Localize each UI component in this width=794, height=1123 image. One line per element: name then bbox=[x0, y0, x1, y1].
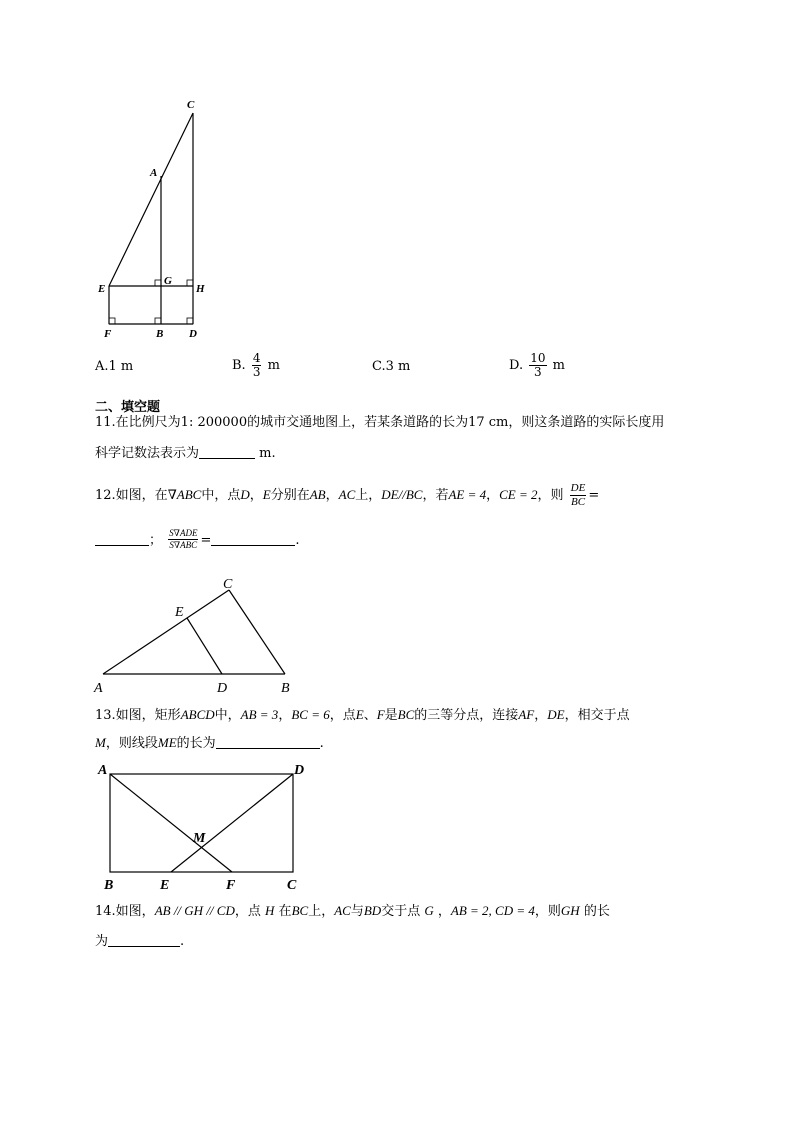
label-f: F bbox=[226, 878, 236, 893]
right-angle-f bbox=[109, 318, 115, 324]
q13-line-1: 13.如图，矩形ABCD中，AB = 3，BC = 6，点E、F是BC的三等分点，连接AF，DE，相交于点 bbox=[95, 707, 630, 723]
label-d: D bbox=[294, 763, 305, 778]
label-b: B bbox=[281, 681, 290, 696]
figure-3-diagram bbox=[96, 758, 312, 894]
q12-area-fraction: $\frac{\text{S∇ADE}}{\text{S∇ABC}}$ bbox=[169, 528, 198, 550]
label-a: A bbox=[150, 167, 158, 179]
right-angle-b bbox=[155, 318, 161, 324]
label-e: E bbox=[175, 605, 184, 620]
right-angle-h bbox=[187, 280, 193, 286]
line-ac bbox=[103, 590, 229, 674]
figure-2-diagram bbox=[92, 572, 297, 697]
q14-line-2: 为 . bbox=[95, 934, 185, 949]
q12-line-2: ； $\frac{\text{S∇ADE}}{\text{S∇ABC}}$ = . bbox=[95, 528, 299, 551]
line-af bbox=[110, 774, 232, 872]
label-f: F bbox=[104, 328, 112, 340]
section-title: 二、填空题 bbox=[95, 400, 161, 415]
label-e: E bbox=[98, 283, 106, 295]
label-c: C bbox=[187, 99, 195, 111]
label-d: D bbox=[189, 328, 197, 340]
q13-answer-blank[interactable] bbox=[216, 736, 320, 749]
line-ec bbox=[109, 113, 193, 286]
label-g: G bbox=[164, 275, 172, 287]
option-d-fraction: $\frac{10}{3}$ bbox=[530, 351, 546, 379]
label-c: C bbox=[287, 878, 297, 893]
option-a: A.1 m bbox=[95, 359, 134, 374]
label-m: M bbox=[193, 831, 206, 846]
q11-answer-blank[interactable] bbox=[199, 446, 255, 459]
q11-line-1: 11.在比例尺为1: 200000的城市交通地图上，若某条道路的长为17 cm，则这条道路的实际长度用 bbox=[95, 415, 665, 430]
option-b: B. $\frac{4}{3}$ m bbox=[232, 351, 280, 379]
label-d: D bbox=[217, 681, 228, 696]
line-ed bbox=[187, 618, 222, 674]
line-cb bbox=[229, 590, 285, 674]
label-a: A bbox=[98, 763, 108, 778]
q12-answer-blank-2[interactable] bbox=[211, 533, 295, 546]
option-b-fraction: $\frac{4}{3}$ bbox=[252, 351, 261, 379]
q11-line-2: 科学记数法表示为 m. bbox=[95, 446, 276, 461]
q12-answer-blank-1[interactable] bbox=[95, 533, 149, 546]
label-b: B bbox=[104, 878, 114, 893]
label-h: H bbox=[196, 283, 205, 295]
q12-line-1: 12.如图，在∇ABC中，点D，E分别在AB，AC上，DE//BC，若AE = 4，CE = 2，则 $\frac{DE}{BC}$ = bbox=[95, 482, 600, 508]
option-d: D. $\frac{10}{3}$ m bbox=[509, 351, 565, 379]
label-a: A bbox=[94, 681, 103, 696]
option-c: C.3 m bbox=[372, 359, 411, 374]
label-c: C bbox=[223, 577, 233, 592]
q14-line-1: 14.如图，AB // GH // CD，点 H 在BC上，AC与BD交于点 G ，AB = 2, CD = 4，则GH 的长 bbox=[95, 903, 610, 919]
rectangle-abcd bbox=[110, 774, 293, 872]
q14-answer-blank[interactable] bbox=[108, 934, 180, 947]
figure-1-diagram bbox=[95, 92, 225, 347]
label-e: E bbox=[160, 878, 170, 893]
line-de bbox=[171, 774, 293, 872]
label-b: B bbox=[156, 328, 164, 340]
q12-ratio-fraction: $\frac{DE}{BC}$ bbox=[570, 482, 586, 508]
right-angle-d bbox=[187, 318, 193, 324]
q13-line-2: M，则线段ME的长为 . bbox=[95, 735, 324, 751]
right-angle-g bbox=[155, 280, 161, 286]
